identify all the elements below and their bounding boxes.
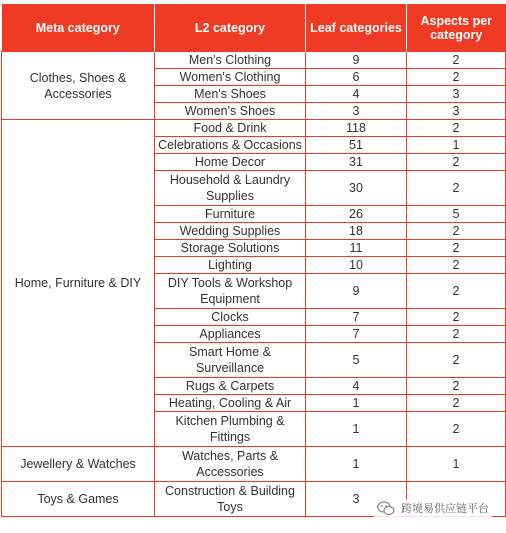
aspects-cell: 5 <box>407 206 506 223</box>
header-aspects-per-category: Aspects per category <box>407 4 506 52</box>
table-row <box>2 120 506 137</box>
l2-category-cell: Kitchen Plumbing & Fittings <box>155 412 306 447</box>
watermark <box>374 499 492 517</box>
meta-category-cell: Home, Furniture & DIY <box>2 120 155 447</box>
meta-category-cell: Toys & Games <box>2 482 155 517</box>
leaf-categories-cell: 31 <box>306 154 407 171</box>
leaf-categories-cell: 26 <box>306 206 407 223</box>
l2-category-cell: Storage Solutions <box>155 240 306 257</box>
l2-category-cell: Household & Laundry Supplies <box>155 171 306 206</box>
aspects-cell: 3 <box>407 86 506 103</box>
aspects-cell: 2 <box>407 154 506 171</box>
l2-category-cell: Rugs & Carpets <box>155 378 306 395</box>
l2-category-cell: Men's Shoes <box>155 86 306 103</box>
leaf-categories-cell: 7 <box>306 326 407 343</box>
l2-category-cell: Women's Shoes <box>155 103 306 120</box>
leaf-categories-cell: 10 <box>306 257 407 274</box>
aspects-cell: 2 <box>407 120 506 137</box>
l2-category-cell: Men's Clothing <box>155 52 306 69</box>
leaf-categories-cell: 7 <box>306 309 407 326</box>
leaf-categories-cell: 1 <box>306 412 407 447</box>
l2-category-cell: Lighting <box>155 257 306 274</box>
aspects-cell: 2 <box>407 257 506 274</box>
l2-category-cell: Women's Clothing <box>155 69 306 86</box>
leaf-categories-cell: 18 <box>306 223 407 240</box>
leaf-categories-cell: 3 <box>306 482 407 517</box>
l2-category-cell: Furniture <box>155 206 306 223</box>
meta-category-cell: Jewellery & Watches <box>2 447 155 482</box>
aspects-cell: 2 <box>407 395 506 412</box>
leaf-categories-cell: 1 <box>306 447 407 482</box>
aspects-cell: 1 <box>407 447 506 482</box>
header-row <box>2 4 506 52</box>
aspects-cell: 2 <box>407 171 506 206</box>
l2-category-cell: Watches, Parts & Accessories <box>155 447 306 482</box>
l2-category-cell: Clocks <box>155 309 306 326</box>
aspects-cell: 1 <box>407 137 506 154</box>
leaf-categories-cell: 118 <box>306 120 407 137</box>
header-leaf-categories: Leaf categories <box>306 4 407 52</box>
leaf-categories-cell: 4 <box>306 86 407 103</box>
leaf-categories-cell: 5 <box>306 343 407 378</box>
aspects-cell: 3 <box>407 103 506 120</box>
header-l2-category: L2 category <box>155 4 306 52</box>
aspects-cell: 2 <box>407 69 506 86</box>
l2-category-cell: Heating, Cooling & Air <box>155 395 306 412</box>
aspects-cell: 2 <box>407 274 506 309</box>
leaf-categories-cell: 11 <box>306 240 407 257</box>
meta-category-cell: Clothes, Shoes & Accessories <box>2 52 155 120</box>
l2-category-cell: Construction & Building Toys <box>155 482 306 517</box>
aspects-cell: 2 <box>407 309 506 326</box>
leaf-categories-cell: 30 <box>306 171 407 206</box>
l2-category-cell: DIY Tools & Workshop Equipment <box>155 274 306 309</box>
header-meta-category: Meta category <box>2 4 155 52</box>
leaf-categories-cell: 4 <box>306 378 407 395</box>
l2-category-cell: Appliances <box>155 326 306 343</box>
table-row <box>2 52 506 69</box>
leaf-categories-cell: 6 <box>306 69 407 86</box>
leaf-categories-cell: 9 <box>306 52 407 69</box>
watermark-text: 跨境易供应链平台 <box>401 502 489 515</box>
aspects-cell: 2 <box>407 326 506 343</box>
leaf-categories-cell: 1 <box>306 395 407 412</box>
l2-category-cell: Celebrations & Occasions <box>155 137 306 154</box>
l2-category-cell: Wedding Supplies <box>155 223 306 240</box>
aspects-cell: 2 <box>407 378 506 395</box>
leaf-categories-cell: 51 <box>306 137 407 154</box>
l2-category-cell: Home Decor <box>155 154 306 171</box>
table-body <box>2 52 506 517</box>
leaf-categories-cell: 9 <box>306 274 407 309</box>
category-table <box>1 4 506 517</box>
aspects-cell: 2 <box>407 343 506 378</box>
aspects-cell: 2 <box>407 412 506 447</box>
l2-category-cell: Smart Home & Surveillance <box>155 343 306 378</box>
l2-category-cell: Food & Drink <box>155 120 306 137</box>
wechat-icon <box>377 501 395 516</box>
aspects-cell: 2 <box>407 223 506 240</box>
leaf-categories-cell: 3 <box>306 103 407 120</box>
aspects-cell: 2 <box>407 240 506 257</box>
table-row <box>2 447 506 482</box>
aspects-cell: 2 <box>407 52 506 69</box>
